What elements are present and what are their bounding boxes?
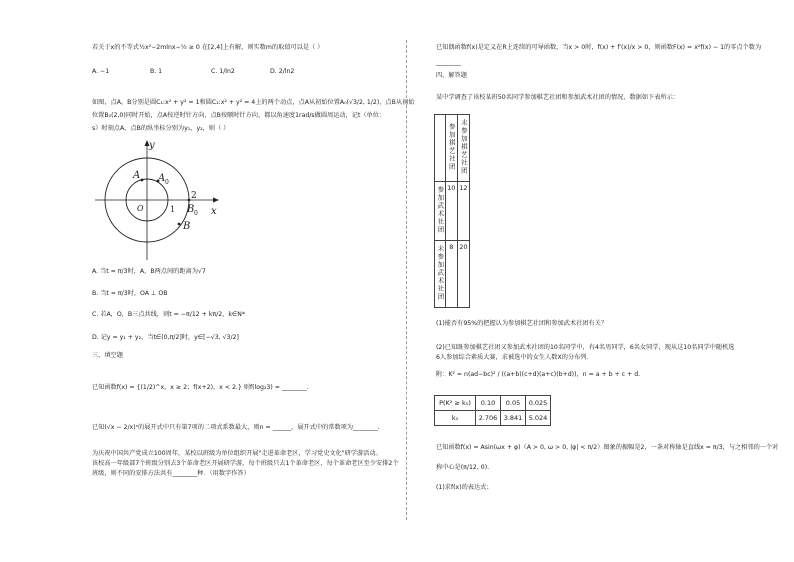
section-fill-in-heading: 三、填空题	[92, 352, 123, 359]
circle-option-d: D. 记y = y₁ + y₂，当t∈(0,π/2]时，y∈[−√3, √3/2]	[92, 334, 239, 341]
circle-figure	[95, 136, 225, 261]
survey-intro: 某中学调查了该校某班50名同学参加棋艺社团和参加武术社团的情况，数据如下表所示：	[436, 94, 679, 101]
function-question-line1: 已知函数f(x) = Asin(ωx + φ)（A > 0, ω > 0, |φ| < π/2）图象的振幅是2，一条对称轴是直线x = π/3，与之相邻的一个对	[436, 444, 779, 451]
k-value-table	[434, 395, 551, 426]
fill-question-3-line1: 为庆祝中国共产党成立100周年，某校以班级为单位组织开展"走进革命老区，学习党史文化"研学游活动。	[92, 450, 382, 457]
option-d: D. 2/ln2	[270, 68, 295, 75]
row-header-no-martial: 未参加武术社团	[435, 241, 446, 308]
question-circle-line2: 位置B₀(2,0)同时开始，点A按逆时针方向，点B按顺时针方向，都以角速度1rad/s做圆周运动，记t（单位：	[92, 112, 386, 119]
option-c: C. 1/ln2	[211, 68, 235, 75]
fill-question-2: 已知(√x − 2/x)ⁿ的展开式中只有第7项的二项式系数最大，则n = ______，展开式中的常数项为________.	[92, 424, 380, 431]
k-table-row-label: k₀	[435, 411, 476, 426]
tick-2-label: 2	[191, 191, 197, 201]
question-part-2-line2: 6人参加综合素质大赛，求被选中的女生人数X的分布列．	[436, 354, 593, 361]
x-axis-arrow	[213, 198, 219, 203]
option-b: B. 1	[150, 68, 163, 75]
table-cell: 20	[457, 241, 469, 308]
x-axis-label: x	[211, 206, 217, 217]
origin-label: O	[137, 204, 144, 213]
table-corner	[435, 115, 446, 182]
k-table-header: P(K² ≥ k₀)	[435, 396, 476, 411]
table-cell: 3.841	[501, 411, 526, 426]
fill-question-4: 已知偶函数f(x)是定义在R上连续的可导函数，当x > 0时，f(x) + f′(x)/x > 0，则函数F(x) = x²f(x) − 1的零点个数为	[436, 44, 762, 51]
point-a-dot	[141, 179, 144, 182]
col-header-chess: 参加棋艺社团	[445, 115, 457, 182]
table-cell: 0.10	[476, 396, 501, 411]
circle-option-c: C. 若A，O，B三点共线，则t = −π/12 + kπ/2，k∈N*	[92, 311, 246, 318]
question-inequality: 若关于x的不等式½x²−2mlnx−½ ≥ 0 在[2,4]上有解，则实数m的取值可以是（ ）	[92, 44, 324, 51]
survey-table	[434, 114, 470, 308]
table-cell: 12	[457, 182, 469, 241]
fill-question-4-blank: ________	[436, 59, 461, 66]
table-cell: 0.05	[501, 396, 526, 411]
question-part-2-line1: (2)已知既参加棋艺社团又参加武术社团的10名同学中，有4名男同学，6名女同学，现从这10名同学中随机选	[436, 344, 735, 351]
table-cell: 0.025	[526, 396, 551, 411]
circle-option-b: B. 当t = π/3时，OA ⊥ OB	[92, 290, 168, 297]
column-divider	[406, 40, 407, 520]
point-a0-label: A	[158, 173, 166, 184]
col-header-no-chess: 未参加棋艺社团	[457, 115, 469, 182]
point-a0-sub: 0	[165, 179, 169, 186]
function-question-line2: 称中心是(π/12, 0).	[436, 464, 490, 471]
function-question-part-1: (1)求f(x)的表达式；	[436, 484, 493, 491]
point-b-label: B	[183, 221, 191, 232]
fill-question-3-line3: 班级，则不同的安排方法共有________种．（用数字作答）	[92, 470, 250, 477]
table-cell: 10	[445, 182, 457, 241]
point-a-label: A	[133, 170, 141, 181]
question-circle-line1: 如图，点A，B分别是圆C₁:x² + y² = 1和圆C₂:x² + y² = 4上的两个动点，点A从初始位置A₀(√3/2, 1/2)，点B从初始	[92, 99, 415, 106]
table-cell: 5.024	[526, 411, 551, 426]
point-b-dot	[178, 223, 181, 226]
section-answer-heading: 四、解答题	[436, 72, 467, 79]
point-b0-dot	[188, 199, 191, 202]
formula-note: 附：K² = n(ad−bc)² / ((a+b)(c+d)(a+c)(b+d))，n = a + b + c + d.	[436, 371, 641, 378]
fill-question-3-line2: 该校高一年级部7个班级分别去3个革命老区开展研学游，每个班级只去1个革命老区，每个革命老区至少安排2个	[92, 460, 399, 467]
question-part-1: (1)能否有95%的把握认为参加棋艺社团和参加武术社团有关？	[436, 320, 608, 327]
table-cell: 8	[445, 241, 457, 308]
y-axis-label: y	[149, 140, 155, 151]
table-cell: 2.706	[476, 411, 501, 426]
tick-1-label: 1	[170, 205, 176, 214]
question-circle-line3: s）时刻点A，点B的纵坐标分别为y₁，y₂，则（ ）	[92, 125, 230, 132]
option-a: A. −1	[92, 68, 110, 75]
row-header-martial: 参加武术社团	[435, 182, 446, 241]
point-b0-label: B	[187, 204, 195, 215]
circle-option-a: A. 当t = π/3时，A，B两点间的距离为√7	[92, 268, 206, 275]
point-b0-sub: 0	[194, 210, 198, 217]
fill-question-1: 已知函数f(x) = {(1/2)^x，x ≥ 2；f(x+2)，x < 2.} 则f(log₂3) = ________.	[92, 384, 309, 391]
